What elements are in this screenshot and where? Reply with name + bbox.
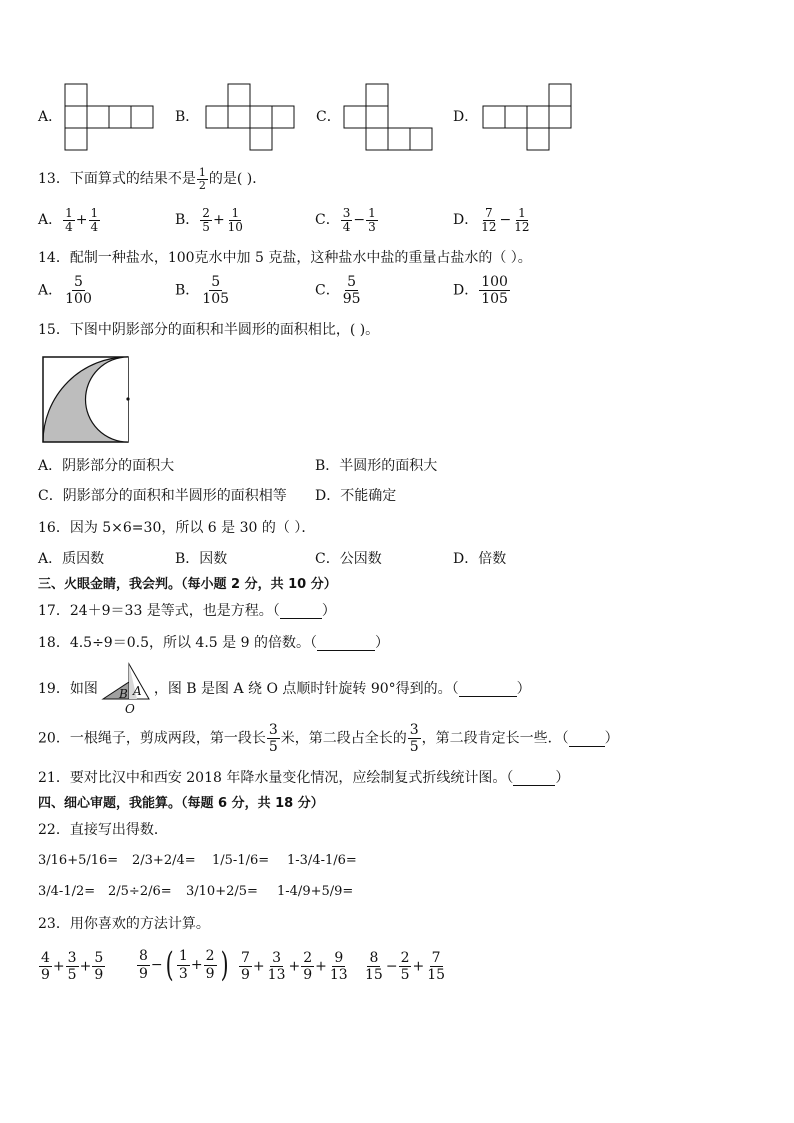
frac-num: 1 (231, 206, 240, 220)
q20-text-b: 米，第二段占全长的 (280, 730, 407, 747)
q15-option-d[interactable]: D．不能确定 (315, 488, 397, 504)
option-label: B． (175, 282, 200, 299)
q20-fraction-2 (408, 722, 421, 755)
q21-text: 21．要对比汉中和西安 2018 年降水量变化情况，应绘制复式折线统计图。（ (38, 770, 514, 786)
fraction (512, 207, 531, 233)
frac-num: 1 (90, 206, 99, 220)
operator: − (150, 957, 163, 973)
frac-num: 4 (41, 950, 50, 966)
q18-answer-blank[interactable] (317, 636, 375, 651)
q22-row-1-item-2: 2/3+2/4= (132, 853, 196, 868)
operator: + (190, 957, 203, 973)
frac-num: 3 (342, 206, 351, 220)
q16-option-a[interactable]: A．质因数 (38, 551, 105, 567)
frac-den: 12 (514, 219, 530, 234)
fraction (39, 950, 52, 983)
q13-stem (38, 167, 266, 191)
fraction (341, 207, 353, 233)
option-label: C． (315, 212, 340, 229)
fraction (92, 950, 105, 983)
fraction (200, 207, 212, 233)
frac-den: 9 (205, 965, 215, 982)
fraction (399, 950, 412, 983)
q19-label-o: O (125, 702, 135, 716)
q15-option-a[interactable]: A．阴影部分的面积大 (38, 458, 175, 474)
fraction (239, 950, 252, 983)
q20 (38, 722, 619, 755)
operator: + (412, 958, 425, 975)
q22-stem: 22．直接写出得数． (38, 822, 168, 838)
q23-stem: 23．用你喜欢的方法计算。 (38, 916, 210, 932)
frac-num: 3 (268, 722, 278, 738)
q19-answer-blank[interactable] (459, 682, 517, 697)
q20-fraction-1 (267, 722, 280, 755)
q13-stem-text: 13．下面算式的结果不是 (38, 171, 196, 188)
q20-text-a: 20．一根绳子，剪成两段，第一段长 (38, 730, 266, 747)
fraction (341, 274, 363, 307)
q23-expr-3 (238, 950, 351, 983)
q14-option-b[interactable] (175, 274, 232, 307)
frac-den: 9 (94, 967, 104, 984)
q23-expr-4 (362, 950, 448, 983)
q22-row-2-item-4: 1-4/9+5/9= (277, 884, 354, 899)
frac-den: 4 (65, 219, 73, 234)
q19-text-a: 19．如图 (38, 681, 98, 697)
q21 (38, 771, 569, 786)
q22-row-2-item-1: 3/4-1/2= (38, 884, 96, 899)
q12-net-b (205, 83, 299, 153)
left-paren: ( (165, 945, 174, 985)
operator: − (385, 958, 398, 975)
q16-option-b[interactable]: B．因数 (175, 551, 228, 567)
fraction (328, 950, 350, 983)
frac-den: 13 (267, 967, 286, 984)
close-paren: ） (604, 730, 619, 747)
q23-expr-2 (136, 945, 231, 985)
frac-den: 3 (178, 965, 188, 982)
frac-den: 4 (342, 219, 351, 234)
q15-figure (42, 356, 130, 444)
frac-num: 2 (205, 948, 215, 965)
fraction (266, 950, 288, 983)
frac-den: 9 (41, 967, 50, 984)
frac-den: 9 (139, 965, 148, 982)
frac-den: 2 (198, 178, 206, 192)
frac-num: 1 (518, 206, 526, 220)
q22-row-1-item-3: 1/5-1/6= (212, 853, 270, 868)
q16-option-c[interactable]: C．公因数 (315, 551, 382, 567)
frac-den: 5 (67, 967, 77, 984)
frac-num: 5 (211, 274, 221, 290)
close-paren: ） (555, 770, 570, 786)
q14-option-a[interactable] (38, 274, 95, 307)
frac-den: 5 (268, 739, 278, 756)
fraction (89, 207, 101, 233)
frac-num: 2 (303, 950, 313, 966)
frac-num: 1 (65, 206, 73, 220)
frac-den: 12 (481, 219, 497, 234)
q19-text-b: ，图 B 是图 A 绕 O 点顺时针旋转 90°得到的。（ (153, 681, 459, 697)
q22-row-1-item-1: 3/16+5/16= (38, 853, 119, 868)
q14-option-d[interactable] (453, 274, 511, 307)
operator: + (212, 212, 225, 229)
operator: + (79, 958, 92, 975)
fraction (177, 948, 190, 981)
frac-num: 5 (74, 274, 83, 290)
fraction (63, 274, 94, 307)
q16-option-d[interactable]: D．倍数 (453, 551, 507, 567)
operator: + (75, 212, 88, 229)
option-label: B． (175, 212, 200, 229)
fraction (301, 950, 314, 983)
frac-den: 15 (365, 967, 383, 984)
frac-den: 9 (241, 967, 250, 984)
fraction (366, 207, 378, 233)
fraction (204, 948, 217, 981)
frac-den: 5 (202, 219, 210, 234)
option-label: D． (453, 282, 479, 299)
q23-expr-1 (38, 950, 106, 983)
q19-label-a: A (133, 684, 142, 698)
q13-option-a[interactable] (38, 207, 101, 233)
q20-text-c: ，第二段肯定长一些．（ (421, 730, 569, 747)
frac-den: 105 (202, 291, 230, 308)
q15-stem: 15．下图中阴影部分的面积和半圆形的面积相比，( )。 (38, 322, 380, 338)
frac-den: 4 (90, 219, 99, 234)
option-label: A． (38, 212, 63, 229)
right-paren: ) (220, 945, 229, 985)
q16-stem: 16．因为 5×6=30，所以 6 是 30 的（ ）． (38, 520, 316, 536)
frac-num: 1 (178, 948, 188, 965)
frac-den: 95 (342, 291, 361, 308)
section-3-heading: 三、火眼金睛，我会判。（每小题 2 分，共 10 分） (38, 577, 337, 592)
operator: + (288, 958, 301, 975)
frac-den: 10 (227, 219, 243, 234)
frac-num: 3 (409, 722, 419, 738)
q12-net-c (343, 83, 437, 153)
option-label: D． (453, 212, 479, 229)
frac-num: 7 (431, 950, 441, 966)
frac-num: 3 (67, 950, 77, 966)
operator: − (353, 212, 366, 229)
frac-den: 13 (329, 967, 348, 984)
q18-text: 18．4.5÷9＝0.5，所以 4.5 是 9 的倍数。（ (38, 635, 317, 651)
fraction (479, 274, 510, 307)
frac-den: 15 (427, 967, 446, 984)
frac-den: 100 (65, 291, 92, 308)
frac-den: 3 (368, 219, 376, 234)
q13-option-b[interactable] (175, 207, 246, 233)
frac-num: 100 (481, 274, 508, 290)
frac-num: 7 (241, 950, 250, 966)
fraction (226, 207, 245, 233)
option-label: C． (315, 282, 340, 299)
close-paren: ） (516, 681, 531, 697)
q13-option-c[interactable] (315, 207, 379, 233)
q12-option-d-label[interactable]: D． (453, 109, 479, 125)
q17-answer-blank[interactable] (280, 604, 322, 619)
option-label: A． (38, 282, 63, 299)
q12-option-c-label[interactable]: C． (316, 109, 341, 125)
q14-stem: 14．配制一种盐水，100克水中加 5 克盐，这种盐水中盐的重量占盐水的（ ）。 (38, 250, 532, 266)
q12-net-a (64, 83, 158, 153)
q22-row-2-item-2: 2/5÷2/6= (108, 884, 172, 899)
frac-num: 1 (198, 166, 206, 179)
frac-den: 5 (409, 739, 419, 756)
fraction (200, 274, 231, 307)
q13-option-d[interactable] (453, 207, 533, 233)
frac-num: 3 (272, 950, 282, 966)
frac-num: 9 (334, 950, 344, 966)
operator: + (52, 958, 65, 975)
q20-answer-blank[interactable] (569, 732, 605, 747)
q18 (38, 636, 389, 651)
fraction (425, 950, 447, 983)
frac-den: 5 (400, 967, 410, 984)
fraction (363, 950, 385, 983)
frac-num: 5 (94, 950, 104, 966)
frac-num: 5 (347, 274, 357, 290)
operator: − (499, 212, 512, 229)
q17-text: 17．24＋9＝33 是等式，也是方程。（ (38, 603, 280, 619)
fraction (66, 950, 79, 983)
frac-num: 1 (368, 206, 376, 220)
fraction (63, 207, 75, 233)
frac-num: 2 (202, 206, 210, 220)
q21-answer-blank[interactable] (513, 771, 555, 786)
q14-option-c[interactable] (315, 274, 364, 307)
frac-num: 8 (139, 948, 148, 965)
q17 (38, 604, 336, 619)
q12-option-b-label[interactable]: B． (175, 109, 200, 125)
q12-option-a-label[interactable]: A． (38, 109, 63, 125)
frac-num: 8 (369, 950, 379, 966)
q15-option-b[interactable]: B．半圆形的面积大 (315, 458, 438, 474)
q22-row-1-item-4: 1-3/4-1/6= (287, 853, 357, 868)
frac-num: 7 (485, 206, 493, 220)
section-4-heading: 四、细心审题，我能算。（每题 6 分，共 18 分） (38, 796, 324, 811)
operator: + (315, 958, 327, 975)
operator: + (252, 958, 265, 975)
q13-half-fraction (197, 167, 208, 191)
fraction (137, 948, 150, 981)
fraction (479, 207, 498, 233)
q19-label-b: B (119, 687, 128, 701)
q15-option-c[interactable]: C．阴影部分的面积和半圆形的面积相等 (38, 488, 287, 504)
frac-den: 9 (303, 967, 313, 984)
q13-stem-tail: 的是( )． (208, 171, 267, 188)
q12-net-d (482, 83, 576, 153)
q22-row-2-item-3: 3/10+2/5= (186, 884, 258, 899)
frac-den: 105 (481, 291, 508, 308)
close-paren: ） (321, 603, 336, 619)
close-paren: ） (374, 635, 389, 651)
frac-num: 2 (400, 950, 410, 966)
